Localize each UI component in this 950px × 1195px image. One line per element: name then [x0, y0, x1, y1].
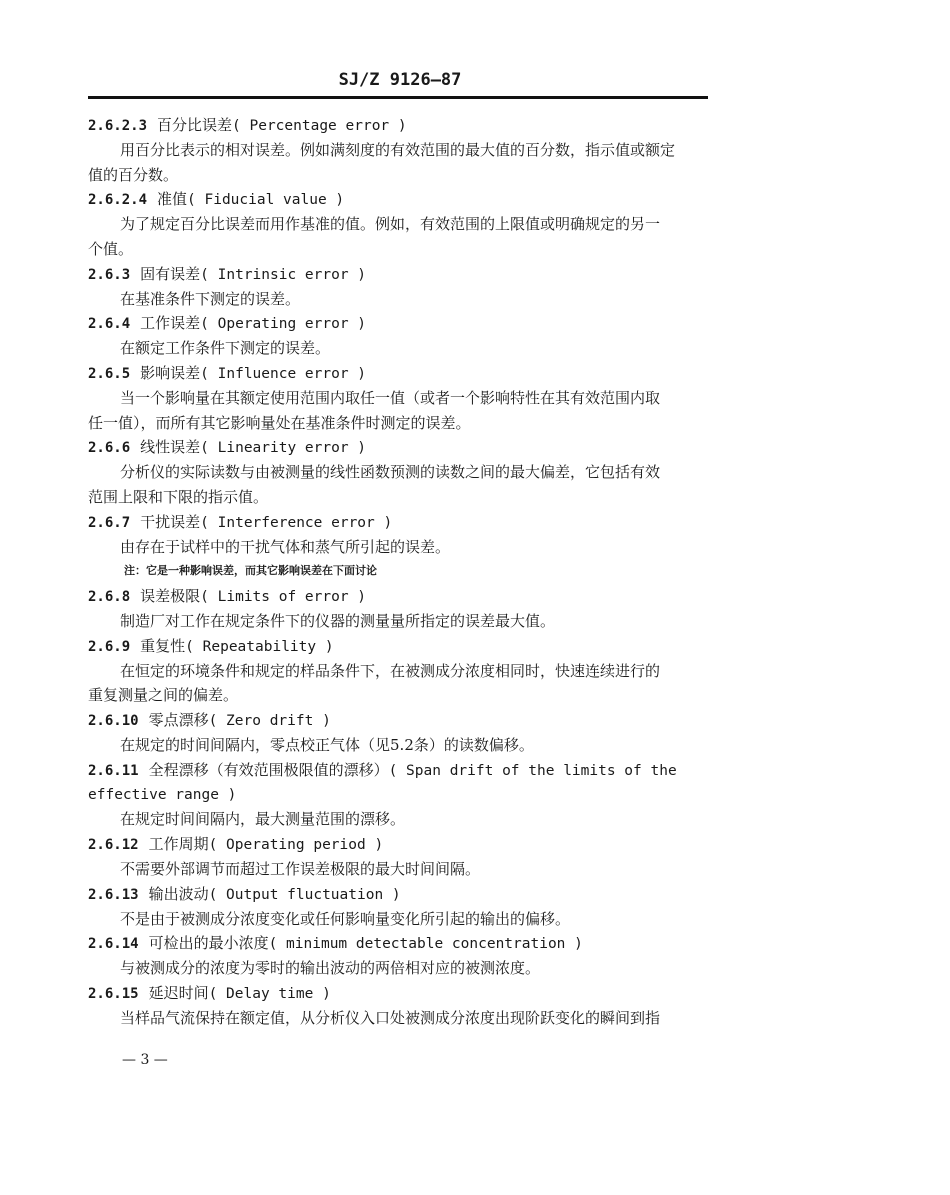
section-number: 2.6.7 [88, 514, 131, 531]
section-number: 2.6.6 [88, 440, 131, 457]
section-english-title: ( Influence error ) [200, 365, 367, 382]
section-english-title: ( Zero drift ) [208, 713, 331, 730]
section-english-title: ( Linearity error ) [200, 440, 367, 457]
section-number: 2.6.5 [88, 365, 131, 382]
section-english-title: ( Delay time ) [208, 985, 331, 1002]
section-title: 百分比误差 [157, 116, 233, 134]
section-body-line: 分析仪的实际读数与由被测量的线性函数预测的读数之间的最大偏差，它包括有效 [120, 463, 661, 482]
section-title: 固有误差 [140, 264, 201, 283]
section-body-line: 不是由于被测成分浓度变化或任何影响量变化所引起的输出的偏移。 [120, 909, 571, 928]
section-title: 工作误差 [140, 314, 201, 333]
section-heading [88, 981, 728, 1006]
section-number: 2.6.9 [88, 638, 131, 655]
section-heading [88, 832, 728, 857]
section-body-line: 制造厂对工作在规定条件下的仪器的测量量所指定的误差最大值。 [120, 611, 556, 630]
section-number: 2.6.8 [88, 589, 131, 606]
section-heading [88, 931, 728, 956]
section-title: 干扰误差 [140, 512, 201, 531]
section-english-title: ( Output fluctuation ) [208, 886, 401, 903]
section-english-title: ( Span drift of the limits of the [388, 762, 677, 779]
section-body-line: 为了规定百分比误差而用作基准的值。例如，有效范围的上限值或明确规定的另一 [120, 215, 661, 234]
section-body-line: 在基准条件下测定的误差。 [120, 289, 301, 308]
section-title: 线性误差 [140, 438, 201, 457]
section-body-line: 用百分比表示的相对误差。例如满刻度的有效范围的最大值的百分数，指示值或额定 [120, 140, 676, 159]
section-body-line: 任一值），而所有其它影响量处在基准条件时测定的误差。 [88, 413, 471, 432]
section-body-line: 值的百分数。 [88, 165, 179, 184]
section-heading [88, 113, 728, 138]
section-body-line: 在规定的时间间隔内，零点校正气体（见5.2条）的读数偏移。 [120, 735, 534, 754]
section-body-line: 重复测量之间的偏差。 [88, 686, 239, 705]
section-number: 2.6.10 [88, 713, 139, 730]
section-english-title: ( Operating error ) [200, 316, 367, 333]
section-heading [88, 311, 728, 336]
section-number: 2.6.2.4 [88, 192, 148, 209]
section-body-line: 不需要外部调节而超过工作误差极限的最大时间间隔。 [120, 859, 481, 878]
section-title: 误差极限 [140, 587, 201, 606]
section-number: 2.6.13 [88, 886, 139, 903]
section-english-title: ( Intrinsic error ) [200, 266, 367, 283]
section-title: 全程漂移（有效范围极限值的漂移） [148, 760, 389, 779]
section-title: 工作周期 [148, 835, 209, 854]
section-heading [88, 584, 728, 609]
section-heading [88, 758, 728, 783]
section-english-title-cont: effective range ) [88, 786, 237, 803]
section-title: 重复性 [140, 636, 186, 655]
section-body-line: 当样品气流保持在额定值，从分析仪入口处被测成分浓度出现阶跃变化的瞬间到指 [120, 1008, 661, 1027]
section-body-line: 在额定工作条件下测定的误差。 [120, 339, 331, 358]
section-english-title: ( Percentage error ) [232, 118, 407, 134]
section-heading [88, 510, 728, 535]
section-heading [88, 708, 728, 733]
section-english-title: ( Operating period ) [208, 837, 384, 854]
section-number: 2.6.11 [88, 762, 139, 779]
section-number: 2.6.4 [88, 316, 131, 333]
section-number: 2.6.2.3 [88, 118, 148, 134]
section-heading [88, 262, 728, 287]
section-number: 2.6.15 [88, 985, 139, 1002]
section-english-title: ( Fiducial value ) [187, 192, 345, 209]
section-title: 可检出的最小浓度 [148, 934, 269, 953]
section-title: 零点漂移 [148, 711, 209, 730]
section-english-title: ( minimum detectable concentration ) [268, 936, 583, 953]
section-heading [88, 882, 728, 907]
section-body-line: 与被测成分的浓度为零时的输出波动的两倍相对应的被测浓度。 [120, 959, 541, 978]
section-number: 2.6.14 [88, 936, 139, 953]
section-title: 准值 [157, 190, 188, 209]
section-title: 输出波动 [148, 884, 209, 903]
section-body-line: 当一个影响量在其额定使用范围内取任一值（或者一个影响特性在其有效范围内取 [120, 388, 661, 407]
section-title: 延迟时间 [148, 983, 209, 1002]
section-body-line: 在规定时间间隔内，最大测量范围的漂移。 [120, 810, 406, 829]
header-rule [88, 96, 708, 99]
section-number: 2.6.3 [88, 266, 131, 283]
section-english-title: ( Limits of error ) [200, 589, 367, 606]
section-body-line: 个值。 [88, 239, 134, 258]
document-body [88, 113, 728, 1030]
section-body-line: 范围上限和下限的指示值。 [88, 487, 269, 506]
section-number: 2.6.12 [88, 837, 139, 854]
section-title: 影响误差 [140, 363, 201, 382]
section-english-title: ( Interference error ) [200, 514, 393, 531]
section-heading [88, 435, 728, 460]
page-number: — 3 — [122, 1052, 168, 1068]
section-heading [88, 361, 728, 386]
section-body-line: 在恒定的环境条件和规定的样品条件下，在被测成分浓度相同时，快速连续进行的 [120, 661, 661, 680]
section-note: 注：它是一种影响误差，而其它影响误差在下面讨论 [124, 564, 377, 578]
section-english-title: ( Repeatability ) [185, 638, 334, 655]
document-header: SJ/Z 9126—87 [338, 70, 462, 90]
section-heading [88, 634, 728, 659]
section-heading [88, 187, 728, 212]
section-body-line: 由存在于试样中的干扰气体和蒸气所引起的误差。 [120, 537, 451, 556]
